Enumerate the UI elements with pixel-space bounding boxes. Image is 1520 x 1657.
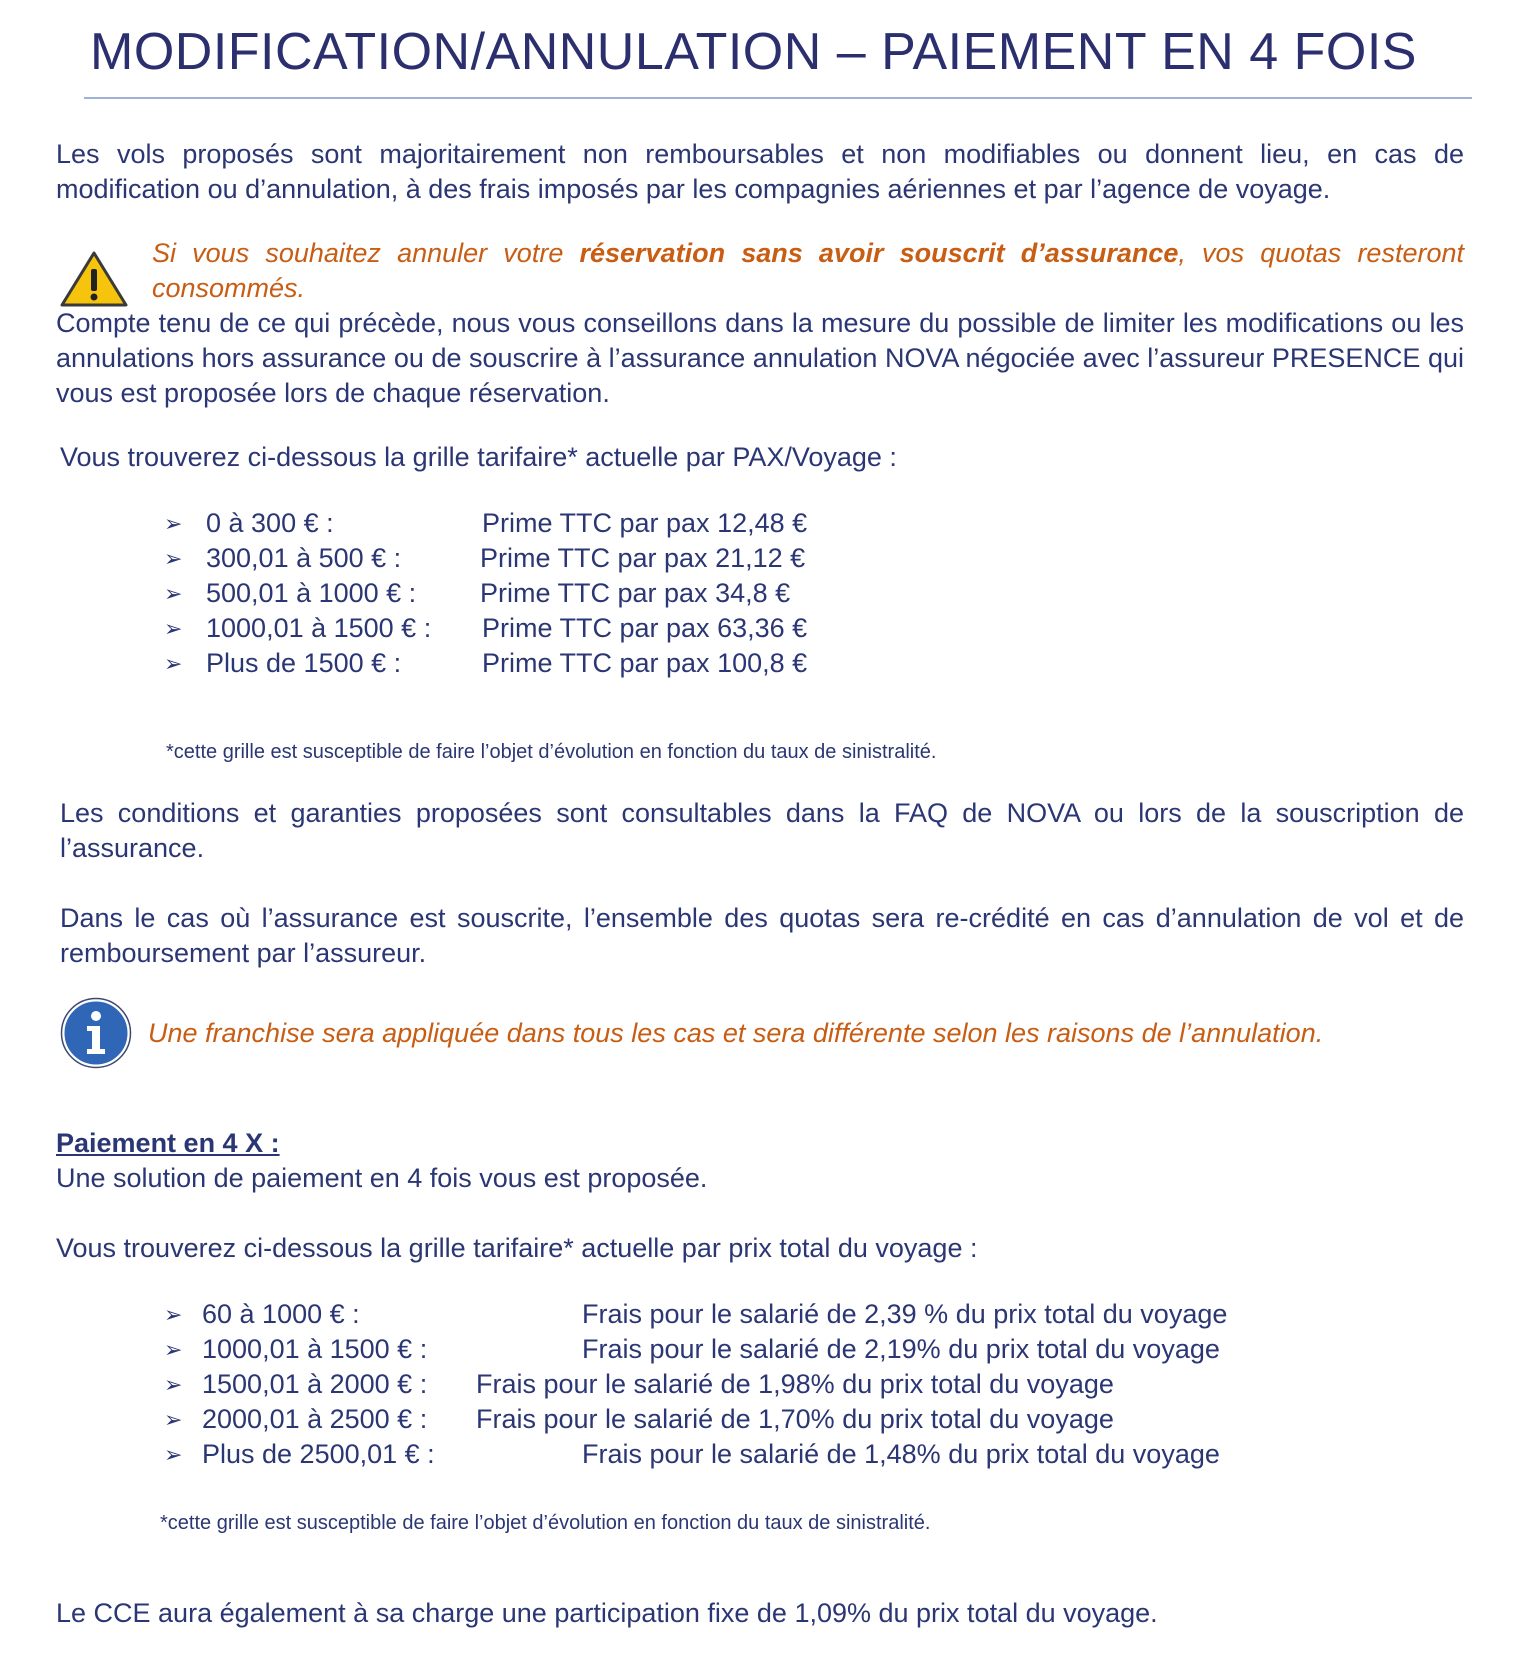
warning-text-part2: , vos quotas resteront consommés.	[152, 238, 1464, 303]
insurance-grid-intro: Vous trouverez ci-dessous la grille tarifaire* actuelle par PAX/Voyage :	[60, 442, 897, 472]
price-range: Plus de 2500,01 € :	[202, 1439, 435, 1469]
price-range: 500,01 à 1000 € :	[206, 578, 417, 608]
arrow-bullet-icon: ➢	[164, 1302, 183, 1327]
price-range: 60 à 1000 € :	[202, 1299, 360, 1329]
arrow-bullet-icon: ➢	[164, 651, 183, 676]
payment-grid-intro: Vous trouverez ci-dessous la grille tarifaire* actuelle par prix total du voyage :	[56, 1233, 978, 1263]
cce-paragraph: Le CCE aura également à sa charge une participation fixe de 1,09% du prix total du voyage.	[56, 1598, 1158, 1628]
price-range: 0 à 300 € :	[206, 508, 334, 538]
payment-intro: Une solution de paiement en 4 fois vous est proposée.	[56, 1163, 708, 1193]
arrow-bullet-icon: ➢	[164, 581, 183, 606]
premium-value: Prime TTC par pax 12,48 €	[482, 508, 808, 538]
warning-text-bold: réservation sans avoir souscrit d’assurance	[579, 238, 1179, 268]
warning-text-part1: Si vous souhaitez annuler votre	[152, 238, 580, 268]
intro-paragraph: Les vols proposés sont majoritairement non remboursables et non modifiables ou donnent lieu, en cas de modification ou d’annulation, à des frais imposés par les compagnies aériennes et par l’agence de voyage.	[56, 139, 1464, 204]
fee-value: Frais pour le salarié de 2,19% du prix total du voyage	[582, 1334, 1220, 1364]
arrow-bullet-icon: ➢	[164, 616, 183, 641]
payment-heading-text: Paiement en 4 X :	[56, 1128, 280, 1158]
payment-grid-note: *cette grille est susceptible de faire l’objet d’évolution en fonction du taux de sinistralité.	[160, 1512, 931, 1534]
premium-value: Prime TTC par pax 63,36 €	[482, 613, 808, 643]
arrow-bullet-icon: ➢	[164, 511, 183, 536]
info-text: Une franchise sera appliquée dans tous les cas et sera différente selon les raisons de l’annulation.	[148, 1018, 1324, 1048]
page-title: MODIFICATION/ANNULATION – PAIEMENT EN 4 FOIS	[90, 23, 1417, 81]
arrow-bullet-icon: ➢	[164, 1442, 183, 1467]
title-divider	[84, 97, 1472, 99]
info-icon	[60, 997, 132, 1069]
fee-value: Frais pour le salarié de 1,70% du prix total du voyage	[476, 1404, 1114, 1434]
price-range: 300,01 à 500 € :	[206, 543, 402, 573]
price-range: 1000,01 à 1500 € :	[202, 1334, 428, 1364]
fee-value: Frais pour le salarié de 2,39 % du prix total du voyage	[582, 1299, 1228, 1329]
fee-value: Frais pour le salarié de 1,98% du prix total du voyage	[476, 1369, 1114, 1399]
arrow-bullet-icon: ➢	[164, 1372, 183, 1397]
premium-value: Prime TTC par pax 34,8 €	[480, 578, 791, 608]
arrow-bullet-icon: ➢	[164, 1407, 183, 1432]
payment-heading	[56, 1126, 1464, 1161]
price-range: Plus de 1500 € :	[206, 648, 402, 678]
advice-paragraph: Compte tenu de ce qui précède, nous vous conseillons dans la mesure du possible de limiter les modifications ou les annulations hors assurance ou de souscrire à l’assurance annulation NOVA négociée avec l’assureur PRESENCE qui vous est proposée lors de chaque réservation.	[56, 308, 1464, 408]
credit-paragraph: Dans le cas où l’assurance est souscrite, l’ensemble des quotas sera re-crédité en cas d’annulation de vol et de remboursement par l’assureur.	[60, 903, 1464, 968]
price-range: 1000,01 à 1500 € :	[206, 613, 432, 643]
warning-icon	[58, 249, 130, 309]
insurance-grid-note: *cette grille est susceptible de faire l’objet d’évolution en fonction du taux de sinistralité.	[166, 741, 937, 763]
arrow-bullet-icon: ➢	[164, 1337, 183, 1362]
warning-text	[152, 236, 1464, 306]
price-range: 1500,01 à 2000 € :	[202, 1369, 428, 1399]
price-range: 2000,01 à 2500 € :	[202, 1404, 428, 1434]
fee-value: Frais pour le salarié de 1,48% du prix total du voyage	[582, 1439, 1220, 1469]
conditions-paragraph: Les conditions et garanties proposées sont consultables dans la FAQ de NOVA ou lors de la souscription de l’assurance.	[60, 798, 1464, 863]
premium-value: Prime TTC par pax 21,12 €	[480, 543, 806, 573]
arrow-bullet-icon: ➢	[164, 546, 183, 571]
premium-value: Prime TTC par pax 100,8 €	[482, 648, 808, 678]
